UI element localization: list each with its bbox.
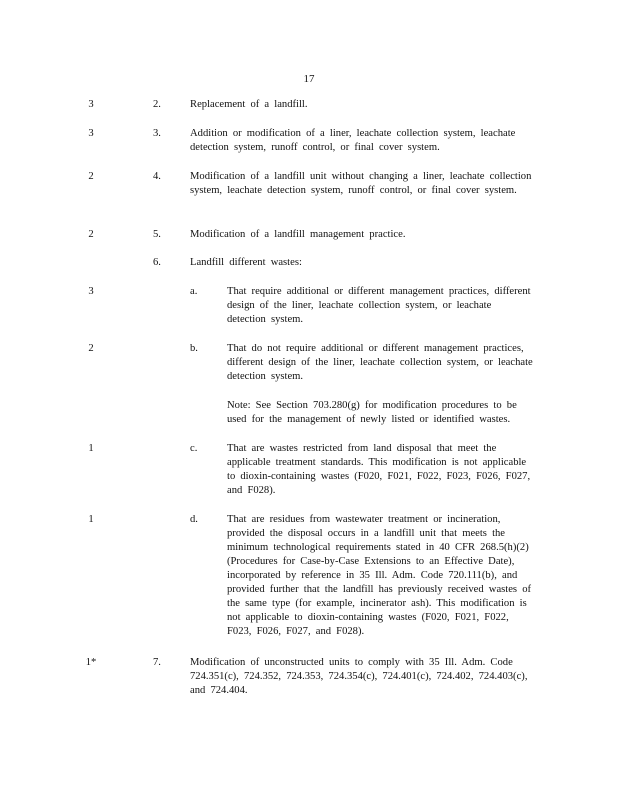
sub-item-text: That are wastes restricted from land disposal that meet the applicable treatment standards. This modification is not applicable to dioxin-containing wastes (F020, F021, F022, F023, F026, F027, and F028). bbox=[227, 443, 531, 496]
sub-item-letter: d. bbox=[190, 514, 198, 525]
sub-item-letter: c. bbox=[190, 443, 198, 454]
class-level: 1 bbox=[88, 443, 94, 454]
item-text: Replacement of a landfill. bbox=[190, 99, 308, 110]
class-level: 2 bbox=[88, 229, 94, 240]
class-level: 2 bbox=[88, 343, 94, 354]
item-number: 5. bbox=[153, 229, 161, 240]
item-text: Modification of unconstructed units to comply with 35 Ill. Adm. Code 724.351(c), 724.352, 724.353, 724.354(c), 724.401(c), 724.402, 724.403(c), and 724.404. bbox=[190, 657, 528, 696]
item-text: Modification of a landfill management practice. bbox=[190, 229, 406, 240]
note-text: Note: See Section 703.280(g) for modification procedures to be used for the management of newly listed or identified wastes. bbox=[227, 400, 517, 425]
item-text: Modification of a landfill unit without changing a liner, leachate collection system, leachate detection system, runoff control, or final cover system. bbox=[190, 171, 532, 196]
sub-item-letter: b. bbox=[190, 343, 198, 354]
item-number: 3. bbox=[153, 128, 161, 139]
sub-item-text: That require additional or different management practices, different design of the liner, leachate collection system, or leachate detection system. bbox=[227, 286, 531, 325]
class-level: 3 bbox=[88, 128, 94, 139]
class-level: 1 bbox=[88, 514, 94, 525]
class-level: 3 bbox=[88, 286, 94, 297]
item-number: 4. bbox=[153, 171, 161, 182]
page-number: 17 bbox=[303, 73, 315, 85]
class-level: 1* bbox=[85, 657, 97, 668]
item-number: 2. bbox=[153, 99, 161, 110]
sub-item-text: That do not require additional or different management practices, different design of the liner, leachate collection system, or leachate detection system. bbox=[227, 343, 533, 382]
item-text: Landfill different wastes: bbox=[190, 257, 302, 268]
item-number: 7. bbox=[153, 657, 161, 668]
sub-item-text: That are residues from wastewater treatment or incineration, provided the disposal occurs in a landfill unit that meets the minimum technological requirements stated in 40 CFR 268.5(h)(2) (Procedures for Case-by-Case Extensions to an Effective Date), incorporated by reference in 35 Ill. Adm. Code 720.111(b), and provided further that the landfill has previously received wastes of the same type (for example, incinerator ash). This modification is not applicable to dioxin-containing wastes (F020, F021, F022, F023, F026, F027, and F028). bbox=[227, 514, 532, 637]
class-level: 2 bbox=[88, 171, 94, 182]
item-text: Addition or modification of a liner, leachate collection system, leachate detection system, runoff control, or final cover system. bbox=[190, 128, 516, 153]
sub-item-letter: a. bbox=[190, 286, 198, 297]
item-number: 6. bbox=[153, 257, 161, 268]
class-level: 3 bbox=[88, 99, 94, 110]
